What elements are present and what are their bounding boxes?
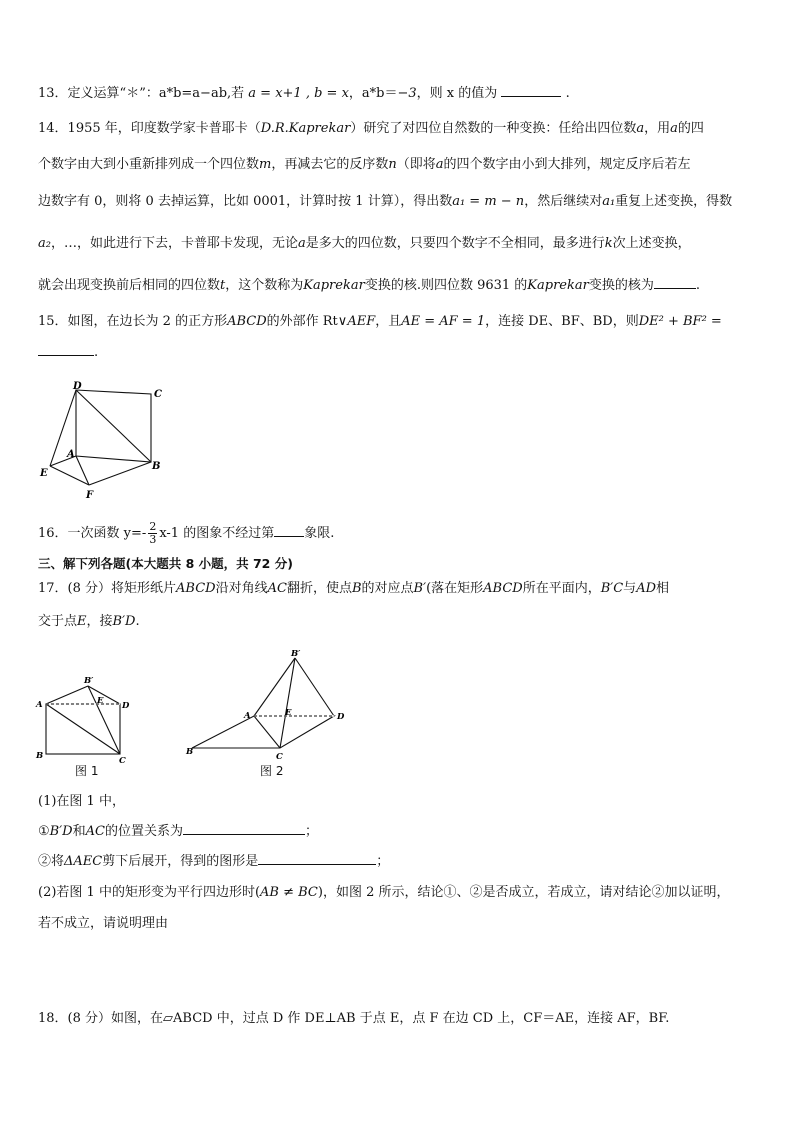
question-15-line-2: . [38,343,98,362]
label-B: B [152,461,161,472]
label-C: C [119,756,126,764]
label-E: E [285,708,292,718]
label-Bprime: B′ [291,649,301,659]
question-17-line-1: 17．(8 分）将矩形纸片ABCD沿对角线AC翻折，使点B的对应点B′(落在矩形ABCD所在平面内，B′C与AD相 [38,581,670,596]
label-D: D [122,701,130,711]
figure-q15-square [36,378,166,503]
label-E: E [40,468,48,479]
question-17-part-1: (1)在图 1 中， [38,794,125,809]
question-15-line-1: 15．如图，在边长为 2 的正方形ABCD的外部作 Rt∨AEF，且AE = AF = 1，连接 DE、BF、BD，则DE² + BF² = [38,314,722,329]
answer-blank[interactable] [654,276,696,289]
question-17-line-2: 交于点E，接B′D. [38,614,140,629]
figure-1-caption: 图 1 [75,764,99,778]
label-A: A [67,449,75,460]
question-16: 16．一次函数 y=- $\frac{2}{3}$ x-1 的图象不经过第 象限. [38,520,335,546]
label-A: A [244,711,251,721]
figure-2-parallelogram [184,648,352,760]
question-17-part-2-line-2: 若不成立，请说明理由 [38,916,169,931]
answer-blank[interactable] [501,84,561,97]
question-18: 18．(8 分）如图，在▱ABCD 中，过点 D 作 DE⊥AB 于点 E，点 F 在边 CD 上，CF＝AE，连接 AF，BF. [38,1011,670,1026]
label-Bprime: B′ [84,676,94,686]
answer-blank[interactable] [183,822,305,835]
answer-blank[interactable] [38,343,94,356]
figure-1-rectangle [32,672,136,764]
section-header: 三、解下列各题(本大题共 8 小题，共 72 分) [38,556,293,571]
fraction: $\frac{2}{3}$ [149,520,157,546]
question-14-line-3: 边数字有 0，则将 0 去掉运算，比如 0001，计算时按 1 计算），得出数a₁ = m − n，然后继续对a₁重复上述变换，得数 [38,194,733,209]
question-14-line-5: 就会出现变换前后相同的四位数t，这个数称为Kaprekar变换的核.则四位数 9631 的Kaprekar变换的核为 . [38,278,700,293]
q13-expr: a = x+1 , b = x [248,86,349,101]
question-13: 13．定义运算“＊”：a*b=a−ab,若 a = x+1 , b = x，a*b＝−3，则 x 的值为 . [38,86,570,101]
label-B: B [36,751,44,761]
label-E: E [97,696,104,706]
label-D: D [73,381,82,392]
label-C: C [276,752,283,760]
question-14-line-1: 14．1955 年，印度数学家卡普耶卡（D.R.Kaprekar）研究了对四位自然数的一种变换：任给出四位数a，用a的四 [38,121,704,136]
question-14-line-4: a₂，…，如此进行下去，卡普耶卡发现，无论a是多大的四位数，只要四个数字不全相同，最多进行k次上述变换， [38,236,691,251]
answer-blank[interactable] [274,524,304,537]
label-A: A [36,700,43,710]
question-17-part-1-item-2: ②将ΔAEC剪下后展开，得到的图形是 ； [38,854,390,869]
question-14-line-2: 个数字由大到小重新排列成一个四位数m，再减去它的反序数n（即将a的四个数字由小到大排列，规定反序后若左 [38,157,691,172]
label-D: D [337,712,345,722]
label-C: C [154,389,162,400]
figure-2-caption: 图 2 [260,764,284,778]
question-17-part-2-line-1: (2)若图 1 中的矩形变为平行四边形时(AB ≠ BC)，如图 2 所示，结论①、②是否成立，若成立，请对结论②加以证明， [38,885,730,900]
answer-blank[interactable] [258,852,376,865]
label-F: F [86,490,94,501]
question-17-part-1-item-1: ①B′D和AC的位置关系为 ； [38,824,318,839]
label-B: B [186,747,194,757]
